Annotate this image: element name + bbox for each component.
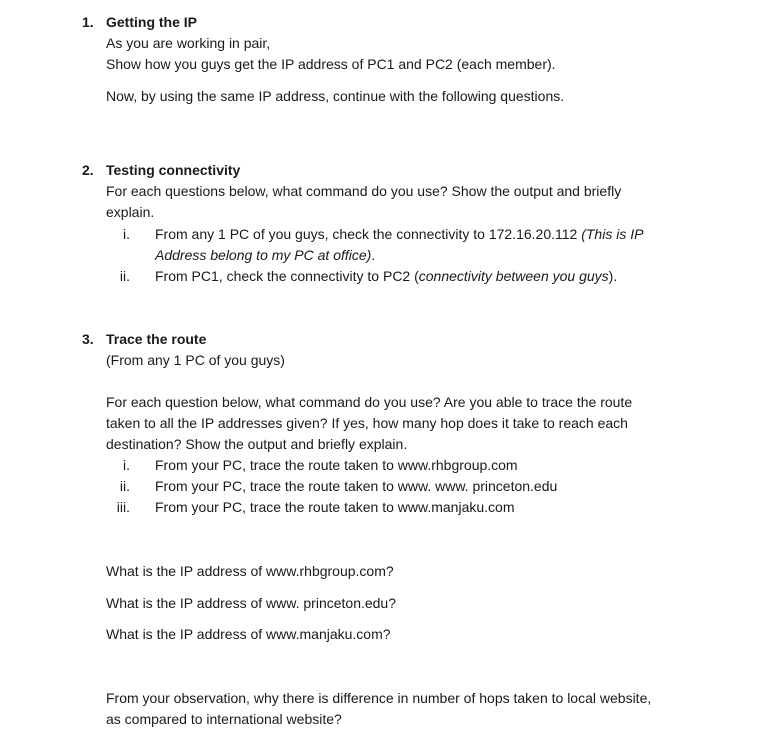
section-2-number: 2. — [82, 162, 94, 178]
list-item — [155, 224, 643, 245]
section-1-line: Now, by using the same IP address, continue with the following questions. — [106, 88, 565, 104]
list-marker: ii. — [119, 478, 130, 494]
list-marker: i. — [123, 226, 130, 242]
section-1-number: 1. — [82, 14, 94, 30]
list-item: From your PC, trace the route taken to www.rhbgroup.com — [155, 457, 518, 473]
list-item-text: ). — [608, 268, 618, 284]
list-item-text: From any 1 PC of you guys, check the connectivity to 172.16.20.112 — [155, 226, 582, 242]
closing-question: as compared to international website? — [106, 711, 342, 727]
list-item-text: From PC1, check the connectivity to PC2 ( — [155, 268, 419, 284]
question-line: What is the IP address of www. princeton.edu? — [106, 595, 397, 611]
section-3-paragraph: destination? Show the output and briefly explain. — [106, 436, 408, 452]
list-marker: i. — [123, 457, 130, 473]
list-item-italic: connectivity between you guys — [418, 268, 609, 284]
section-3-paragraph: For each question below, what command do you use? Are you able to trace the route — [106, 394, 633, 410]
list-item-italic: (This is IP — [581, 226, 644, 242]
question-line: What is the IP address of www.manjaku.com? — [106, 626, 391, 642]
section-3-number: 3. — [82, 331, 94, 347]
section-1-line: As you are working in pair, — [106, 35, 271, 51]
section-1-title: Getting the IP — [106, 14, 197, 30]
list-item: From your PC, trace the route taken to www. www. princeton.edu — [155, 478, 558, 494]
list-marker: iii. — [116, 499, 130, 515]
list-item-text: . — [371, 247, 376, 263]
section-3-title: Trace the route — [106, 331, 207, 347]
list-item-continuation — [155, 245, 375, 266]
section-2-title: Testing connectivity — [106, 162, 241, 178]
section-3-paragraph: taken to all the IP addresses given? If yes, how many hop does it take to reach each — [106, 415, 628, 431]
list-marker: ii. — [119, 268, 130, 284]
closing-question: From your observation, why there is difference in number of hops taken to local website, — [106, 690, 652, 706]
section-1-line: Show how you guys get the IP address of PC1 and PC2 (each member). — [106, 56, 556, 72]
list-item: From your PC, trace the route taken to www.manjaku.com — [155, 499, 515, 515]
section-2-intro: explain. — [106, 204, 155, 220]
question-line: What is the IP address of www.rhbgroup.com? — [106, 563, 394, 579]
section-3-subtitle: (From any 1 PC of you guys) — [106, 352, 285, 368]
list-item-italic: Address belong to my PC at office) — [155, 247, 372, 263]
section-2-intro: For each questions below, what command do you use? Show the output and briefly — [106, 183, 622, 199]
list-item — [155, 266, 617, 287]
